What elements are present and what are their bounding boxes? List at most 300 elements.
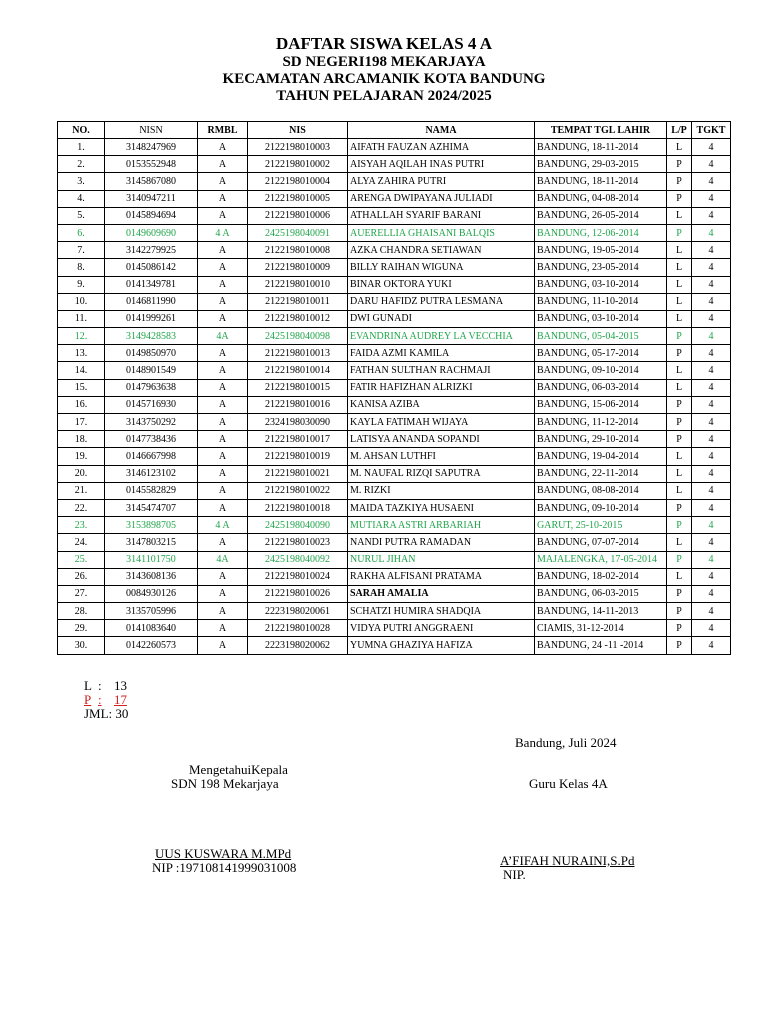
cell-rmbl: A: [198, 156, 248, 173]
table-row: [58, 482, 731, 499]
principal-name: UUS KUSWARA M.MPd: [155, 846, 292, 861]
cell-nis: 2122198010024: [248, 568, 348, 585]
cell-rmbl: A: [198, 396, 248, 413]
cell-lp: P: [667, 396, 692, 413]
cell-nisn: 0141999261: [105, 310, 198, 327]
cell-nisn: 3148247969: [105, 139, 198, 156]
cell-no: 8.: [58, 259, 105, 276]
cell-no: 9.: [58, 276, 105, 293]
table-row: [58, 465, 731, 482]
cell-tgkt: 4: [692, 224, 731, 241]
cell-rmbl: A: [198, 362, 248, 379]
cell-nisn: 3145867080: [105, 173, 198, 190]
cell-nama: RAKHA ALFISANI PRATAMA: [348, 568, 535, 585]
cell-nis: 2122198010023: [248, 534, 348, 551]
cell-lp: L: [667, 139, 692, 156]
table-row: [58, 328, 731, 345]
cell-tgkt: 4: [692, 499, 731, 516]
cell-tempat-tgl-lahir: BANDUNG, 18-02-2014: [535, 568, 667, 585]
cell-rmbl: A: [198, 568, 248, 585]
cell-rmbl: 4A: [198, 328, 248, 345]
table-row: [58, 242, 731, 259]
cell-nisn: 3146123102: [105, 465, 198, 482]
cell-tempat-tgl-lahir: BANDUNG, 03-10-2014: [535, 310, 667, 327]
cell-rmbl: A: [198, 259, 248, 276]
cell-nisn: 0153552948: [105, 156, 198, 173]
table-row: [58, 139, 731, 156]
col-header-tgkt: TGKT: [692, 122, 731, 139]
table-body: [58, 139, 731, 655]
cell-tgkt: 4: [692, 431, 731, 448]
cell-nama: FATIR HAFIZHAN ALRIZKI: [348, 379, 535, 396]
cell-nama: M. AHSAN LUTHFI: [348, 448, 535, 465]
table-row: [58, 379, 731, 396]
cell-nis: 2122198010009: [248, 259, 348, 276]
cell-no: 7.: [58, 242, 105, 259]
cell-no: 30.: [58, 637, 105, 654]
cell-tgkt: 4: [692, 207, 731, 224]
cell-no: 6.: [58, 224, 105, 241]
cell-no: 2.: [58, 156, 105, 173]
cell-tgkt: 4: [692, 534, 731, 551]
table-row: [58, 603, 731, 620]
cell-tgkt: 4: [692, 585, 731, 602]
cell-no: 23.: [58, 517, 105, 534]
cell-tgkt: 4: [692, 482, 731, 499]
cell-tempat-tgl-lahir: BANDUNG, 11-12-2014: [535, 414, 667, 431]
cell-tempat-tgl-lahir: BANDUNG, 14-11-2013: [535, 603, 667, 620]
table-row: [58, 207, 731, 224]
cell-no: 1.: [58, 139, 105, 156]
cell-nama: AISYAH AQILAH INAS PUTRI: [348, 156, 535, 173]
cell-tempat-tgl-lahir: BANDUNG, 12-06-2014: [535, 224, 667, 241]
cell-tgkt: 4: [692, 396, 731, 413]
principal-nip: NIP :197108141999031008: [152, 860, 297, 875]
cell-nis: 2122198010010: [248, 276, 348, 293]
cell-tgkt: 4: [692, 310, 731, 327]
cell-tgkt: 4: [692, 517, 731, 534]
cell-nis: 2122198010019: [248, 448, 348, 465]
cell-nisn: 0147738436: [105, 431, 198, 448]
cell-no: 16.: [58, 396, 105, 413]
cell-nisn: 0145086142: [105, 259, 198, 276]
cell-tempat-tgl-lahir: BANDUNG, 15-06-2014: [535, 396, 667, 413]
cell-tempat-tgl-lahir: BANDUNG, 18-11-2014: [535, 139, 667, 156]
cell-tempat-tgl-lahir: BANDUNG, 05-04-2015: [535, 328, 667, 345]
cell-nisn: 0149850970: [105, 345, 198, 362]
cell-no: 22.: [58, 499, 105, 516]
district-name: KECAMATAN ARCAMANIK KOTA BANDUNG: [222, 71, 546, 87]
place-date: Bandung, Juli 2024: [515, 735, 617, 750]
cell-tgkt: 4: [692, 568, 731, 585]
cell-nama: M. NAUFAL RIZQI SAPUTRA: [348, 465, 535, 482]
cell-lp: L: [667, 362, 692, 379]
cell-nama: FAIDA AZMI KAMILA: [348, 345, 535, 362]
cell-nama: AIFATH FAUZAN AZHIMA: [348, 139, 535, 156]
cell-lp: P: [667, 224, 692, 241]
cell-nis: 2122198010005: [248, 190, 348, 207]
cell-nama: M. RIZKI: [348, 482, 535, 499]
cell-nisn: 0084930126: [105, 585, 198, 602]
col-header-tempat-tgl-lahir: TEMPAT TGL LAHIR: [535, 122, 667, 139]
summary-male-count: 13: [114, 678, 127, 693]
cell-nis: 2122198010016: [248, 396, 348, 413]
cell-nisn: 0141083640: [105, 620, 198, 637]
cell-nis: 2122198010028: [248, 620, 348, 637]
cell-tempat-tgl-lahir: BANDUNG, 06-03-2014: [535, 379, 667, 396]
cell-tgkt: 4: [692, 620, 731, 637]
cell-tgkt: 4: [692, 603, 731, 620]
cell-rmbl: A: [198, 482, 248, 499]
table-row: [58, 345, 731, 362]
cell-tempat-tgl-lahir: BANDUNG, 04-08-2014: [535, 190, 667, 207]
cell-rmbl: A: [198, 620, 248, 637]
cell-lp: L: [667, 568, 692, 585]
cell-tgkt: 4: [692, 156, 731, 173]
cell-nis: 2122198010008: [248, 242, 348, 259]
cell-nama: AUERELLIA GHAISANI BALQIS: [348, 224, 535, 241]
cell-rmbl: A: [198, 379, 248, 396]
cell-nisn: 0146811990: [105, 293, 198, 310]
cell-tempat-tgl-lahir: BANDUNG, 19-05-2014: [535, 242, 667, 259]
cell-no: 27.: [58, 585, 105, 602]
cell-nama: SCHATZI HUMIRA SHADQIA: [348, 603, 535, 620]
cell-nama: NURUL JIHAN: [348, 551, 535, 568]
cell-nis: 2122198010026: [248, 585, 348, 602]
cell-no: 15.: [58, 379, 105, 396]
cell-lp: L: [667, 259, 692, 276]
cell-tempat-tgl-lahir: GARUT, 25-10-2015: [535, 517, 667, 534]
cell-no: 29.: [58, 620, 105, 637]
summary-female-count: 17: [114, 692, 127, 707]
cell-nis: 2122198010002: [248, 156, 348, 173]
cell-rmbl: A: [198, 190, 248, 207]
cell-lp: P: [667, 190, 692, 207]
cell-no: 5.: [58, 207, 105, 224]
cell-nama: FATHAN SULTHAN RACHMAJI: [348, 362, 535, 379]
cell-rmbl: A: [198, 293, 248, 310]
col-header-lp: L/P: [667, 122, 692, 139]
summary-male-sep: :: [98, 678, 102, 693]
cell-lp: P: [667, 585, 692, 602]
cell-nama: LATISYA ANANDA SOPANDI: [348, 431, 535, 448]
student-table: [57, 121, 731, 655]
cell-no: 28.: [58, 603, 105, 620]
cell-no: 24.: [58, 534, 105, 551]
cell-lp: L: [667, 310, 692, 327]
cell-tgkt: 4: [692, 190, 731, 207]
col-header-nis: NIS: [248, 122, 348, 139]
cell-nis: 2425198040090: [248, 517, 348, 534]
cell-tempat-tgl-lahir: BANDUNG, 07-07-2014: [535, 534, 667, 551]
cell-nisn: 3145474707: [105, 499, 198, 516]
cell-nama: DARU HAFIDZ PUTRA LESMANA: [348, 293, 535, 310]
cell-nis: 2122198010011: [248, 293, 348, 310]
cell-tempat-tgl-lahir: MAJALENGKA, 17-05-2014: [535, 551, 667, 568]
cell-nama: ALYA ZAHIRA PUTRI: [348, 173, 535, 190]
document-title: DAFTAR SISWA KELAS 4 A: [275, 34, 493, 53]
cell-nama: MUTIARA ASTRI ARBARIAH: [348, 517, 535, 534]
table-row: [58, 568, 731, 585]
cell-lp: P: [667, 620, 692, 637]
table-row: [58, 310, 731, 327]
document-header: [0, 34, 768, 105]
cell-nis: 2122198010003: [248, 139, 348, 156]
cell-nisn: 0147963638: [105, 379, 198, 396]
cell-nama: KAYLA FATIMAH WIJAYA: [348, 414, 535, 431]
cell-nis: 2122198010018: [248, 499, 348, 516]
cell-nama: ATHALLAH SYARIF BARANI: [348, 207, 535, 224]
cell-nisn: 3153898705: [105, 517, 198, 534]
table-row: [58, 499, 731, 516]
cell-rmbl: A: [198, 345, 248, 362]
cell-nisn: 0146667998: [105, 448, 198, 465]
summary-female: [84, 693, 128, 707]
cell-tempat-tgl-lahir: BANDUNG, 19-04-2014: [535, 448, 667, 465]
cell-nisn: 0145582829: [105, 482, 198, 499]
cell-nis: 2122198010004: [248, 173, 348, 190]
cell-lp: L: [667, 293, 692, 310]
cell-tempat-tgl-lahir: BANDUNG, 23-05-2014: [535, 259, 667, 276]
cell-tempat-tgl-lahir: BANDUNG, 11-10-2014: [535, 293, 667, 310]
cell-nisn: 3140947211: [105, 190, 198, 207]
cell-rmbl: A: [198, 499, 248, 516]
cell-tgkt: 4: [692, 345, 731, 362]
cell-lp: P: [667, 414, 692, 431]
cell-lp: P: [667, 345, 692, 362]
cell-tempat-tgl-lahir: BANDUNG, 24 -11 -2014: [535, 637, 667, 654]
cell-no: 21.: [58, 482, 105, 499]
teacher-nip: NIP.: [503, 867, 526, 882]
cell-nisn: 3142279925: [105, 242, 198, 259]
cell-lp: L: [667, 448, 692, 465]
table-row: [58, 259, 731, 276]
cell-no: 20.: [58, 465, 105, 482]
cell-nis: 2122198010022: [248, 482, 348, 499]
cell-lp: P: [667, 637, 692, 654]
cell-no: 17.: [58, 414, 105, 431]
cell-rmbl: A: [198, 637, 248, 654]
cell-tempat-tgl-lahir: BANDUNG, 18-11-2014: [535, 173, 667, 190]
cell-no: 13.: [58, 345, 105, 362]
cell-tempat-tgl-lahir: BANDUNG, 08-08-2014: [535, 482, 667, 499]
cell-tempat-tgl-lahir: CIAMIS, 31-12-2014: [535, 620, 667, 637]
cell-rmbl: A: [198, 603, 248, 620]
cell-tgkt: 4: [692, 139, 731, 156]
table-row: [58, 362, 731, 379]
principal-caption: MengetahuiKepala: [189, 762, 288, 777]
cell-no: 12.: [58, 328, 105, 345]
cell-rmbl: A: [198, 465, 248, 482]
cell-lp: P: [667, 431, 692, 448]
cell-tgkt: 4: [692, 637, 731, 654]
cell-tempat-tgl-lahir: BANDUNG, 09-10-2014: [535, 499, 667, 516]
table-row: [58, 190, 731, 207]
summary-male: [84, 679, 128, 693]
cell-nama: DWI GUNADI: [348, 310, 535, 327]
cell-nis: 2425198040091: [248, 224, 348, 241]
table-row: [58, 551, 731, 568]
cell-nis: 2223198020061: [248, 603, 348, 620]
cell-lp: L: [667, 482, 692, 499]
cell-nis: 2122198010017: [248, 431, 348, 448]
cell-tgkt: 4: [692, 465, 731, 482]
table-row: [58, 276, 731, 293]
cell-tgkt: 4: [692, 362, 731, 379]
gender-summary: [84, 679, 128, 721]
cell-rmbl: A: [198, 534, 248, 551]
cell-no: 3.: [58, 173, 105, 190]
table-row: [58, 620, 731, 637]
table-row: [58, 448, 731, 465]
cell-nis: 2122198010013: [248, 345, 348, 362]
cell-tempat-tgl-lahir: BANDUNG, 26-05-2014: [535, 207, 667, 224]
cell-tgkt: 4: [692, 293, 731, 310]
cell-nis: 2122198010012: [248, 310, 348, 327]
cell-rmbl: A: [198, 207, 248, 224]
principal-signature-block: [152, 763, 296, 875]
cell-rmbl: 4A: [198, 551, 248, 568]
cell-nisn: 3135705996: [105, 603, 198, 620]
table-row: [58, 431, 731, 448]
cell-tempat-tgl-lahir: BANDUNG, 29-03-2015: [535, 156, 667, 173]
cell-tempat-tgl-lahir: BANDUNG, 09-10-2014: [535, 362, 667, 379]
cell-nisn: 0148901549: [105, 362, 198, 379]
table-row: [58, 396, 731, 413]
cell-tempat-tgl-lahir: BANDUNG, 29-10-2014: [535, 431, 667, 448]
cell-lp: L: [667, 276, 692, 293]
teacher-name: A’FIFAH NURAINI,S.Pd: [500, 853, 635, 868]
cell-lp: P: [667, 603, 692, 620]
table-row: [58, 156, 731, 173]
table-header-row: [58, 122, 731, 139]
cell-nama: VIDYA PUTRI ANGGRAENI: [348, 620, 535, 637]
cell-tgkt: 4: [692, 328, 731, 345]
principal-school: SDN 198 Mekarjaya: [171, 776, 279, 791]
cell-lp: P: [667, 499, 692, 516]
table-row: [58, 534, 731, 551]
cell-nisn: 0149609690: [105, 224, 198, 241]
cell-rmbl: A: [198, 431, 248, 448]
summary-total: JML: 30: [84, 706, 129, 721]
cell-nisn: 3143608136: [105, 568, 198, 585]
cell-rmbl: A: [198, 585, 248, 602]
cell-nisn: 3141101750: [105, 551, 198, 568]
cell-no: 14.: [58, 362, 105, 379]
col-header-rmbl: RMBL: [198, 122, 248, 139]
col-header-nama: NAMA: [348, 122, 535, 139]
table-row: [58, 293, 731, 310]
cell-no: 25.: [58, 551, 105, 568]
cell-lp: L: [667, 379, 692, 396]
cell-no: 10.: [58, 293, 105, 310]
cell-rmbl: 4 A: [198, 224, 248, 241]
col-header-nisn: NISN: [105, 122, 198, 139]
cell-lp: L: [667, 465, 692, 482]
cell-no: 19.: [58, 448, 105, 465]
cell-lp: L: [667, 242, 692, 259]
cell-nama: AZKA CHANDRA SETIAWAN: [348, 242, 535, 259]
summary-female-sep: :: [98, 692, 102, 707]
cell-tgkt: 4: [692, 448, 731, 465]
cell-tgkt: 4: [692, 414, 731, 431]
cell-nisn: 0145716930: [105, 396, 198, 413]
table-row: [58, 414, 731, 431]
summary-female-key: P: [84, 692, 92, 707]
cell-nis: 2122198010014: [248, 362, 348, 379]
cell-tempat-tgl-lahir: BANDUNG, 03-10-2014: [535, 276, 667, 293]
cell-nama: BINAR OKTORA YUKI: [348, 276, 535, 293]
cell-rmbl: A: [198, 139, 248, 156]
cell-nisn: 0141349781: [105, 276, 198, 293]
teacher-role: Guru Kelas 4A: [529, 776, 608, 791]
cell-tempat-tgl-lahir: BANDUNG, 22-11-2014: [535, 465, 667, 482]
cell-nama: MAIDA TAZKIYA HUSAENI: [348, 499, 535, 516]
cell-lp: P: [667, 517, 692, 534]
cell-tgkt: 4: [692, 259, 731, 276]
cell-no: 18.: [58, 431, 105, 448]
col-header-no: NO.: [58, 122, 105, 139]
cell-nis: 2223198020062: [248, 637, 348, 654]
cell-tgkt: 4: [692, 173, 731, 190]
cell-nis: 2324198030090: [248, 414, 348, 431]
cell-lp: P: [667, 173, 692, 190]
cell-tgkt: 4: [692, 276, 731, 293]
cell-nis: 2425198040092: [248, 551, 348, 568]
cell-lp: L: [667, 207, 692, 224]
cell-nama: ARENGA DWIPAYANA JULIADI: [348, 190, 535, 207]
cell-tgkt: 4: [692, 242, 731, 259]
cell-no: 11.: [58, 310, 105, 327]
table-row: [58, 637, 731, 654]
cell-nis: 2122198010015: [248, 379, 348, 396]
cell-lp: P: [667, 551, 692, 568]
cell-rmbl: A: [198, 414, 248, 431]
cell-nis: 2425198040098: [248, 328, 348, 345]
cell-nisn: 0145894694: [105, 207, 198, 224]
teacher-signature-block: [500, 777, 634, 882]
cell-nisn: 3149428583: [105, 328, 198, 345]
table-row: [58, 224, 731, 241]
table-row: [58, 173, 731, 190]
academic-year: TAHUN PELAJARAN 2024/2025: [276, 88, 492, 104]
school-name: SD NEGERI198 MEKARJAYA: [282, 54, 486, 70]
cell-tempat-tgl-lahir: BANDUNG, 05-17-2014: [535, 345, 667, 362]
cell-tgkt: 4: [692, 379, 731, 396]
cell-lp: L: [667, 534, 692, 551]
table-row: [58, 517, 731, 534]
cell-lp: P: [667, 156, 692, 173]
cell-rmbl: 4 A: [198, 517, 248, 534]
cell-nama: SARAH AMALIA: [348, 585, 535, 602]
summary-male-key: L: [84, 678, 92, 693]
cell-nama: YUMNA GHAZIYA HAFIZA: [348, 637, 535, 654]
cell-rmbl: A: [198, 242, 248, 259]
cell-nisn: 3147803215: [105, 534, 198, 551]
cell-rmbl: A: [198, 448, 248, 465]
cell-no: 26.: [58, 568, 105, 585]
cell-nama: KANISA AZIBA: [348, 396, 535, 413]
table-row: [58, 585, 731, 602]
cell-nisn: 0142260573: [105, 637, 198, 654]
cell-nisn: 3143750292: [105, 414, 198, 431]
cell-nis: 2122198010006: [248, 207, 348, 224]
cell-no: 4.: [58, 190, 105, 207]
cell-nama: EVANDRINA AUDREY LA VECCHIA: [348, 328, 535, 345]
cell-nis: 2122198010021: [248, 465, 348, 482]
cell-lp: P: [667, 328, 692, 345]
cell-nama: NANDI PUTRA RAMADAN: [348, 534, 535, 551]
